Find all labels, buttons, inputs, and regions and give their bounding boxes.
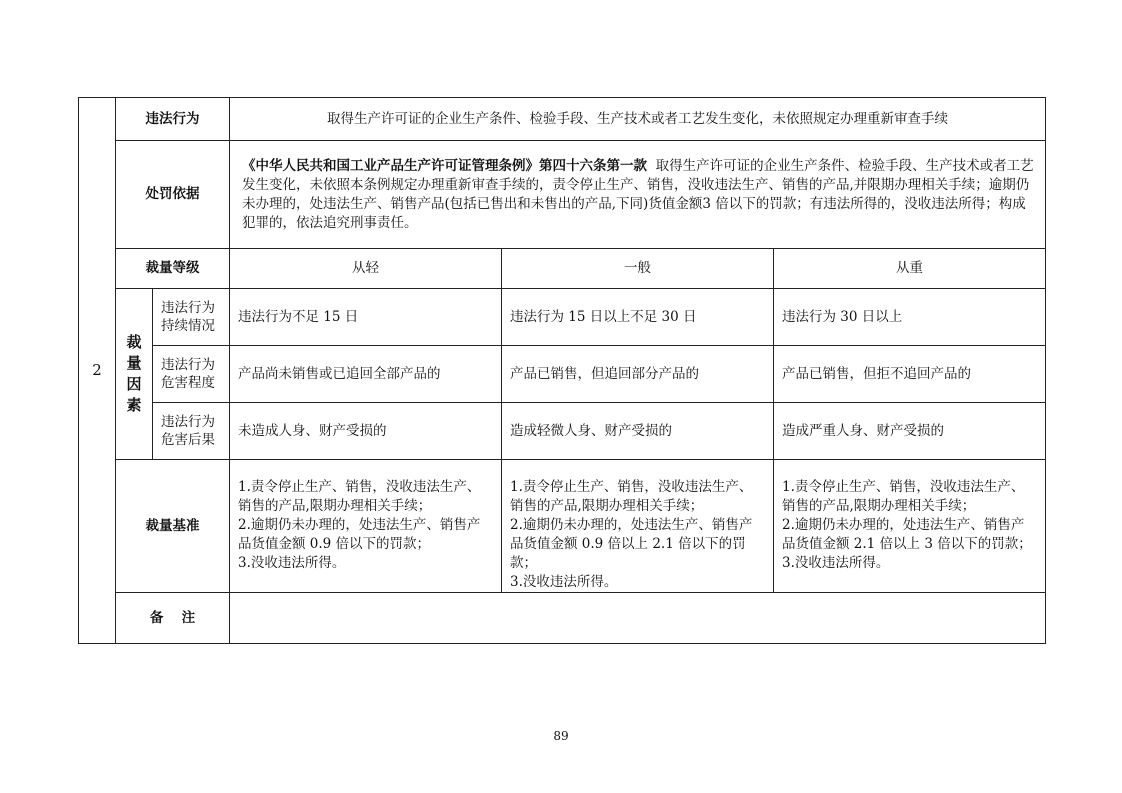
- factor-consequence-light: 未造成人身、财产受损的: [230, 403, 502, 460]
- factor-degree-heavy: 产品已销售，但拒不追回产品的: [774, 346, 1046, 403]
- level-normal: 一般: [502, 249, 774, 289]
- basis-title: 《中华人民共和国工业产品生产许可证管理条例》第四十六条第一款: [242, 157, 647, 174]
- level-light: 从轻: [230, 249, 502, 289]
- factor-duration-normal: 违法行为 15 日以上不足 30 日: [502, 289, 774, 346]
- factor-duration-light: 违法行为不足 15 日: [230, 289, 502, 346]
- standard-light: 1.责令停止生产、销售，没收违法生产、销售的产品,限期办理相关手续； 2.逾期仍未办理的，处违法生产、销售产品货值金额 0.9 倍以下的罚款； 3.没收违法所得。: [230, 460, 502, 593]
- penalty-discretion-table: [78, 97, 1046, 644]
- factors-label: 裁 量 因 素: [116, 289, 153, 460]
- remarks-label: 备 注: [116, 593, 230, 644]
- item-number: 2: [79, 98, 116, 644]
- standard-label: 裁量基准: [116, 460, 230, 593]
- factor-degree-label: 违法行为危害程度: [153, 346, 230, 403]
- remarks-value: [230, 593, 1046, 644]
- violation-label: 违法行为: [116, 98, 230, 141]
- factor-degree-normal: 产品已销售，但追回部分产品的: [502, 346, 774, 403]
- factor-duration-label: 违法行为持续情况: [153, 289, 230, 346]
- standard-normal: 1.责令停止生产、销售，没收违法生产、销售的产品,限期办理相关手续； 2.逾期仍未办理的，处违法生产、销售产品货值金额 0.9 倍以上 2.1 倍以下的罚款； 3.没收违法所得。: [502, 460, 774, 593]
- basis-text: 取得生产许可证的企业生产条件、检验手段、生产技术或者工艺发生变化，未依照本条例规定办理重新审查手续的，责令停止生产、销售，没收违法生产、销售的产品,并限期办理相关手续；逾期仍未办理的，处违法生产、销售产品(包括已售出和未售出的产品,下同)货值金额3 倍以下的罚款；有违法所得的，没收违法所得；构成犯罪的，依法追究刑事责任。: [242, 157, 1034, 231]
- factor-consequence-heavy: 造成严重人身、财产受损的: [774, 403, 1046, 460]
- level-heavy: 从重: [774, 249, 1046, 289]
- factor-duration-heavy: 违法行为 30 日以上: [774, 289, 1046, 346]
- standard-heavy: 1.责令停止生产、销售，没收违法生产、销售的产品,限期办理相关手续； 2.逾期仍未办理的，处违法生产、销售产品货值金额 2.1 倍以上 3 倍以下的罚款； 3.没收违法所得。: [774, 460, 1046, 593]
- factor-consequence-normal: 造成轻微人身、财产受损的: [502, 403, 774, 460]
- basis-cell: [230, 141, 1046, 249]
- factor-degree-light: 产品尚未销售或已追回全部产品的: [230, 346, 502, 403]
- violation-text: 取得生产许可证的企业生产条件、检验手段、生产技术或者工艺发生变化，未依照规定办理重新审查手续: [230, 98, 1046, 141]
- page-number: 89: [553, 729, 569, 743]
- levels-label: 裁量等级: [116, 249, 230, 289]
- basis-label: 处罚依据: [116, 141, 230, 249]
- factor-consequence-label: 违法行为危害后果: [153, 403, 230, 460]
